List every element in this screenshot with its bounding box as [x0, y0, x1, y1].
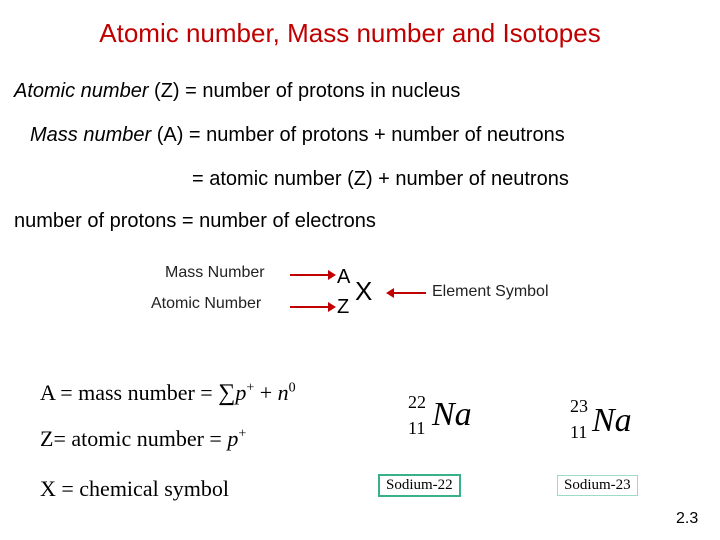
definition-text: (Z) = number of protons in nucleus: [148, 80, 461, 102]
definition-mass-number: [30, 124, 565, 147]
term-atomic-number: Atomic number: [14, 80, 149, 102]
atomic-number-arrow: [290, 306, 330, 308]
eq-plus: +: [254, 380, 278, 405]
isotope-label: Sodium-23: [557, 475, 638, 496]
eq-text: = mass number =: [54, 380, 219, 405]
slide-title: Atomic number, Mass number and Isotopes: [99, 18, 601, 48]
isotope-atomic: 11: [408, 418, 426, 438]
element-symbol-label: Element Symbol: [432, 283, 549, 300]
atomic-number-label: Atomic Number: [151, 295, 262, 312]
mass-number-arrow: [290, 274, 330, 276]
element-symbol: X: [355, 276, 373, 306]
equation-mass-number: [40, 380, 296, 407]
isotope-symbol: Na: [592, 402, 632, 439]
isotope-atomic: 11: [570, 422, 588, 442]
eq-n-sup: 0: [288, 380, 296, 396]
mass-symbol: A: [337, 266, 351, 288]
eq-lhs: Z=: [40, 426, 66, 451]
mass-number-label: Mass Number: [165, 264, 265, 281]
isotope-mass: 22: [408, 392, 426, 412]
sum-icon: ∑: [218, 380, 236, 406]
equation-chemical-symbol: X = chemical symbol: [40, 476, 229, 501]
atomic-symbol: Z: [337, 296, 350, 318]
eq-n: n: [277, 380, 289, 405]
definition-protons-electrons: number of protons = number of electrons: [14, 210, 376, 232]
eq-p: p: [227, 426, 239, 451]
isotope-label: Sodium-22: [378, 474, 461, 497]
slide-number: 2.3: [676, 510, 699, 527]
eq-p: p: [235, 380, 247, 405]
eq-p-sup: +: [238, 426, 247, 442]
isotope-mass: 23: [570, 396, 588, 416]
isotope-symbol: Na: [432, 396, 472, 433]
eq-text: atomic number =: [65, 426, 228, 451]
eq-p-sup: +: [246, 380, 255, 396]
element-symbol-arrow: [392, 292, 426, 294]
term-mass-number: Mass number: [30, 124, 152, 146]
definition-mass-number-alt: = atomic number (Z) + number of neutrons: [192, 168, 569, 190]
definition-atomic-number: [14, 80, 460, 103]
definition-text: (A) = number of protons + number of neutrons: [151, 124, 565, 146]
eq-lhs: A: [40, 380, 55, 405]
equation-atomic-number: [40, 426, 246, 452]
